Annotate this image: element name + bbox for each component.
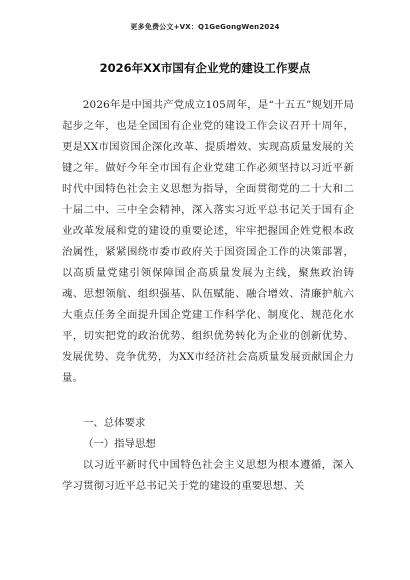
guiding-ideology-paragraph: 以习近平新时代中国特色社会主义思想为根本遵循，深入学习贯彻习近平总书记关于党的建设的重要思想、关: [62, 459, 354, 492]
intro-paragraph: 2026年是中国共产党成立105周年，是“十五五”规划开局起步之年，也是全国国有企业党的建设工作会议召开十周年，更是XX市国资国企深化改革、提质增效、实现高质量发展的关键之年。做好今年全市国有企业党建工作必须坚持以习近平新时代中国特色社会主义思想为指导，全面贯彻党的二十大和二十届二中、三中全会精神，深入落实习近平总书记关于国有企业改革发展和党的建设的重要论述，牢牢把握国企姓党根本政治属性，紧紧围绕市委市政府关于国资国企工作的决策部署，以高质量党建引领保障国企高质量发展为主线，聚焦政治铸魂、思想领航、组织强基、队伍赋能、融合增效、清廉护航六大重点任务全面提升国企党建工作科学化、制度化、规范化水平，切实把党的政治优势、组织优势转化为企业的创新优势、发展优势、竞争优势，为XX市经济社会高质量发展贡献国企力量。: [62, 99, 354, 384]
document-body: [62, 95, 354, 389]
header-note: 更多免费公文+VX：Q1GeGongWen2024: [130, 23, 280, 31]
section-heading-overall-requirements: 一、总体要求: [83, 417, 146, 429]
document-title: 2026年XX市国有企业党的建设工作要点: [99, 61, 311, 75]
subsection-heading-guiding-ideology: （一）指导思想: [83, 438, 156, 450]
